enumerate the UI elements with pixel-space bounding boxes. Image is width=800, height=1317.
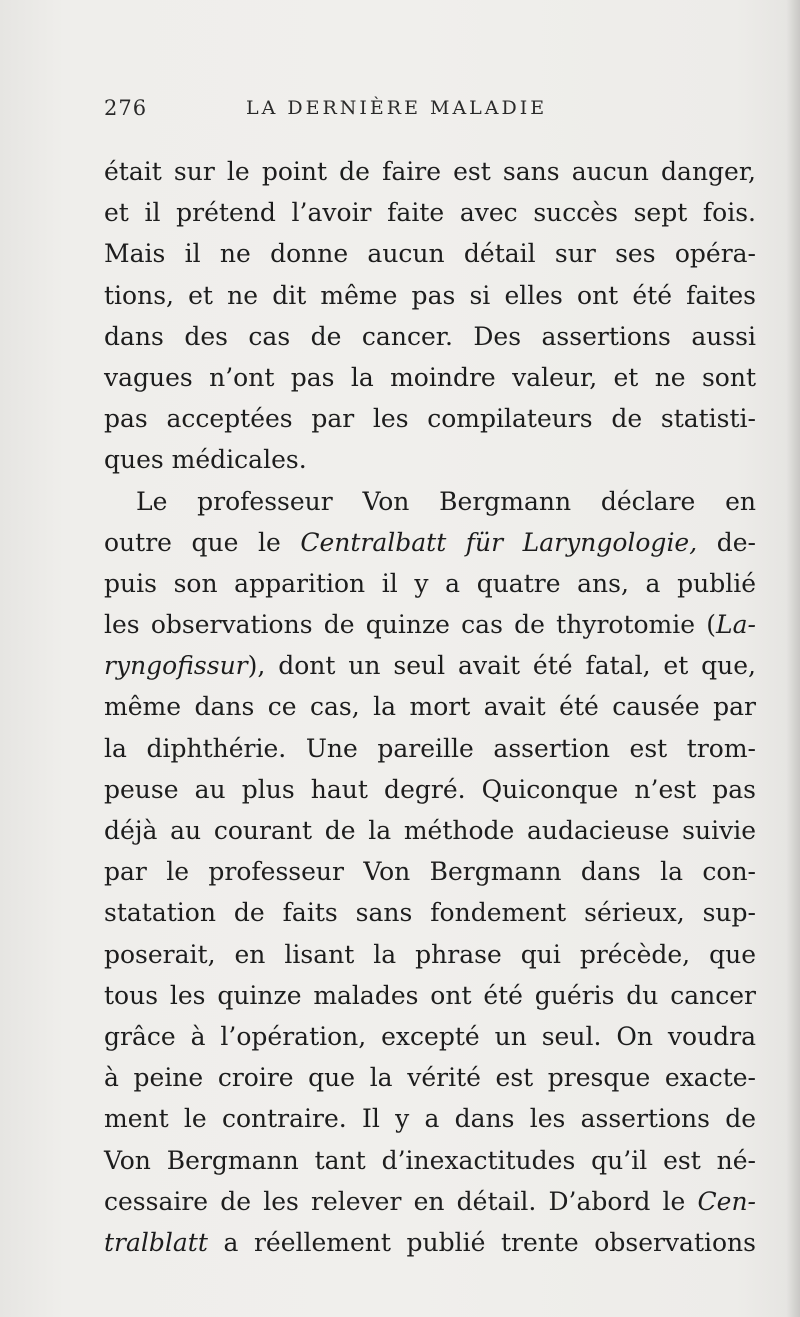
text-line: la diphthérie. Une pareille assertion est trom- xyxy=(104,733,756,763)
text-line: par le professeur Von Bergmann dans la con- xyxy=(104,857,756,887)
text-line xyxy=(104,522,756,563)
text-line: poserait, en lisant la phrase qui précède, que xyxy=(104,939,756,969)
text-line-paragraph-start: Le professeur Von Bergmann déclare en xyxy=(136,486,756,516)
italic-journal-title: Centralbatt für Laryngologie, xyxy=(300,527,698,557)
text-line xyxy=(104,604,756,645)
text-line: tions, et ne dit même pas si elles ont été faites xyxy=(104,280,756,310)
text-fragment: outre que le xyxy=(104,527,301,557)
text-line: dans des cas de cancer. Des assertions aussi xyxy=(104,321,756,351)
text-line: Mais il ne donne aucun détail sur ses opéra- xyxy=(104,239,756,269)
running-title: LA DERNIÈRE MALADIE xyxy=(246,97,548,119)
text-line: était sur le point de faire est sans aucun danger, xyxy=(104,157,756,186)
text-fragment: ), dont un seul avait été fatal, et que, xyxy=(247,651,756,681)
text-line: grâce à l’opération, excepté un seul. On voudra xyxy=(104,1021,756,1051)
text-line: statation de faits sans fondement sérieux, sup- xyxy=(104,898,756,928)
italic-term: La- xyxy=(716,610,756,640)
text-fragment: a réellement publié trente observations xyxy=(207,1227,756,1257)
text-line: ment le contraire. Il y a dans les assertions de xyxy=(104,1104,756,1134)
page-edge-shadow xyxy=(786,0,800,1317)
text-fragment: cessaire de les relever en détail. D’abord le xyxy=(104,1186,698,1216)
text-fragment: de- xyxy=(697,527,756,557)
text-line xyxy=(104,1222,756,1263)
italic-journal-title: tralblatt xyxy=(104,1227,208,1257)
text-line: tous les quinze malades ont été guéris du cancer xyxy=(104,980,756,1010)
text-line: vagues n’ont pas la moindre valeur, et ne sont xyxy=(104,362,756,392)
text-line: pas acceptées par les compilateurs de statisti- xyxy=(104,404,756,434)
text-line: déjà au courant de la méthode audacieuse suivie xyxy=(104,816,756,845)
italic-journal-title: Cen- xyxy=(697,1186,756,1216)
running-header xyxy=(104,96,756,126)
body-text xyxy=(104,151,756,1263)
italic-term: ryngofissur xyxy=(104,651,248,681)
text-line: même dans ce cas, la mort avait été causée par xyxy=(104,692,756,722)
text-line: à peine croire que la vérité est presque exacte- xyxy=(104,1063,756,1093)
text-line: et il prétend l’avoir faite avec succès sept fois. xyxy=(104,198,756,228)
text-line: Von Bergmann tant d’inexactitudes qu’il est né- xyxy=(104,1145,756,1175)
text-line: puis son apparition il y a quatre ans, a publié xyxy=(104,568,756,598)
text-line: peuse au plus haut degré. Quiconque n’est pas xyxy=(104,774,756,804)
page-number: 276 xyxy=(104,96,148,120)
text-line: ques médicales. xyxy=(104,445,307,475)
text-line xyxy=(104,1181,756,1222)
text-line xyxy=(104,645,756,686)
text-fragment: les observations de quinze cas de thyrotomie ( xyxy=(104,610,717,640)
